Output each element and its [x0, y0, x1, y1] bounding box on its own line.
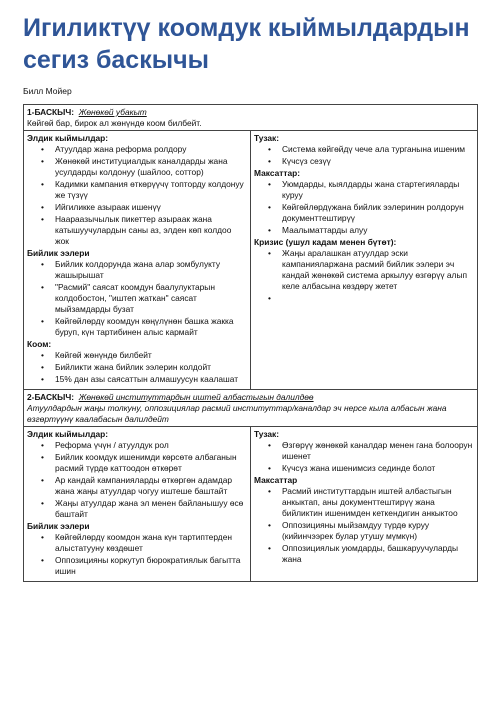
stage-1-subtitle: Көйгөй бар, бирок ал жөнүндө коом билбейт.: [27, 118, 202, 128]
bullet-list: [27, 350, 247, 385]
list-item: • Өзгөрүү жөнөкөй каналдар менен гана болоорун ишенет: [282, 440, 474, 462]
stage-1-columns: [24, 131, 477, 389]
list-item: • Наараазычылык пикеттер азыраак жана катышуучулардын саны аз, элден көп колдоо жок: [55, 214, 247, 247]
list-item: • Жаңы аралашкан атуулдар эски кампанияларжана расмий бийлик ээлери эч кандай жөнөкөй система аркылуу өзгөрүү алып келе албасына көздөрү жетет: [282, 248, 474, 292]
stage-1-header: [24, 105, 477, 131]
bullet-list: [27, 259, 247, 338]
document-title: Игиликтүү коомдук кыймылдардын сегиз баскычы: [23, 14, 470, 74]
bullet-list: [27, 144, 247, 247]
stage-2-left-column: [24, 427, 251, 581]
stage-2-subtitle: Атуулдардын жаңы толкуну, оппозициялар расмий институттар/каналдар эч нерсе кыла албасын жана өзгөртүүнү каалабасын далилдейт: [27, 403, 447, 424]
list-item: • Күчсүз сезүү: [282, 156, 474, 167]
stage-2-title: [27, 392, 474, 403]
stage-2-right-column: [251, 427, 477, 581]
list-item: • Уюмдарды, кыялдарды жана стартегияларды куруу: [282, 179, 474, 201]
author-name: Билл Мойер: [23, 86, 72, 96]
stage-2-columns: [24, 427, 477, 581]
list-item: • Бийлик коомдук ишенимди көрсөтө албаганын расмий түрдө каттоодон өткөрөт: [55, 452, 247, 474]
list-item: • Маалыматтарды алуу: [282, 225, 474, 236]
stage-2-section: [24, 389, 477, 581]
list-item: • Жаңы атуулдар жана эл менен байланышуу өсө баштайт: [55, 498, 247, 520]
bullet-list: [27, 440, 247, 520]
category-heading: Тузак:: [254, 429, 280, 439]
list-item: • "Расмий" саясат коомдун баалулуктарын колдобостон, "иштеп жаткан" саясат мыйзамдарды бузат: [55, 282, 247, 315]
stage-2-header: [24, 390, 477, 427]
category-heading: Максаттар: [254, 475, 298, 485]
list-item: • Ийгиликке азыраак ишенүү: [55, 202, 247, 213]
list-item: • Бийлик колдорунда жана алар зомбулукту жашырышат: [55, 259, 247, 281]
list-item: • Көйгөйлөрдү коомдун көңүлүнөн башка жакка буруп, күн тартибинен алыс кармайт: [55, 316, 247, 338]
list-item: • 15% дан азы саясаттын алмашуусун каалашат: [55, 374, 247, 385]
list-item: • Реформа үчүн / атуулдук рол: [55, 440, 247, 451]
list-item: • Оппозицияны мыйзамдуу түрдө куруу (кийинчээрек булар утушу мүмкүн): [282, 520, 474, 542]
list-item: • Оппозициялык уюмдарды, башкаруучуларды жана: [282, 543, 474, 565]
list-item: • Көйгөй жөнүндө билбейт: [55, 350, 247, 361]
list-item: • Көйгөйлөрдү коомдон жана күн тартиптерден алыстатууну көздөшет: [55, 532, 247, 554]
list-item: • Бийликти жана бийлик ээлерин колдойт: [55, 362, 247, 373]
list-item: • Расмий институттардын иштей албастыгын анкыктап, аны документтештирүү жана бийликтин ишенимден кеткендигин анкыктоо: [282, 486, 474, 519]
bullet-list: [254, 144, 474, 167]
category-heading: Бийлик ээлери: [27, 521, 90, 531]
category-heading: Кризис (ушул кадам менен бүтөт):: [254, 237, 397, 247]
bullet-list: [27, 532, 247, 577]
stage-1-left-column: [24, 131, 251, 389]
stage-1-right-column: [251, 131, 477, 389]
bullet-list: [254, 248, 474, 292]
bullet-list: [254, 179, 474, 236]
category-heading: Тузак:: [254, 133, 280, 143]
stage-2-name: Жөнөкөй институттардын иштей албастыгын далилдөө: [78, 392, 314, 402]
list-item: • Ар кандай кампанияларды өткөргөн адамдар жана жаңы атуулдар чогуу иштеше баштайт: [55, 475, 247, 497]
list-item: • Көйгөйлөрдүжана бийлик ээлеринин ролдорун документтештирүү: [282, 202, 474, 224]
list-item: • Атуулдар жана реформа ролдору: [55, 144, 247, 155]
stage-1-title: [27, 107, 474, 118]
list-item: • Жөнөкөй институциалдык каналдарды жана усулдарды колдонуу (шайлоо, соттор): [55, 156, 247, 178]
list-item: • Система көйгөйдү чече ала турганына ишеним: [282, 144, 474, 155]
category-heading: Максаттар:: [254, 168, 301, 178]
category-heading: Бийлик ээлери: [27, 248, 90, 258]
stages-table: [23, 104, 478, 582]
bullet-list: [254, 486, 474, 565]
list-item: • Кадимки кампания өткөрүүчү топторду колдонуу же түзүү: [55, 179, 247, 201]
category-heading: Коом:: [27, 339, 52, 349]
category-heading: Элдик кыймылдар:: [27, 429, 109, 439]
stage-1-name: Жөнөкөй убакыт: [78, 107, 147, 117]
list-item: • Күчсүз жана ишенимсиз сединде болот: [282, 463, 474, 474]
stage-2-label: 2-БАСКЫЧ:: [27, 392, 75, 402]
stage-1-section: [24, 105, 477, 389]
bullet-list: [254, 440, 474, 474]
category-heading: Элдик кыймылдар:: [27, 133, 109, 143]
stage-1-label: 1-БАСКЫЧ:: [27, 107, 75, 117]
list-item: • Оппозицияны коркутуп бюрократиялык багытта ишин: [55, 555, 247, 577]
